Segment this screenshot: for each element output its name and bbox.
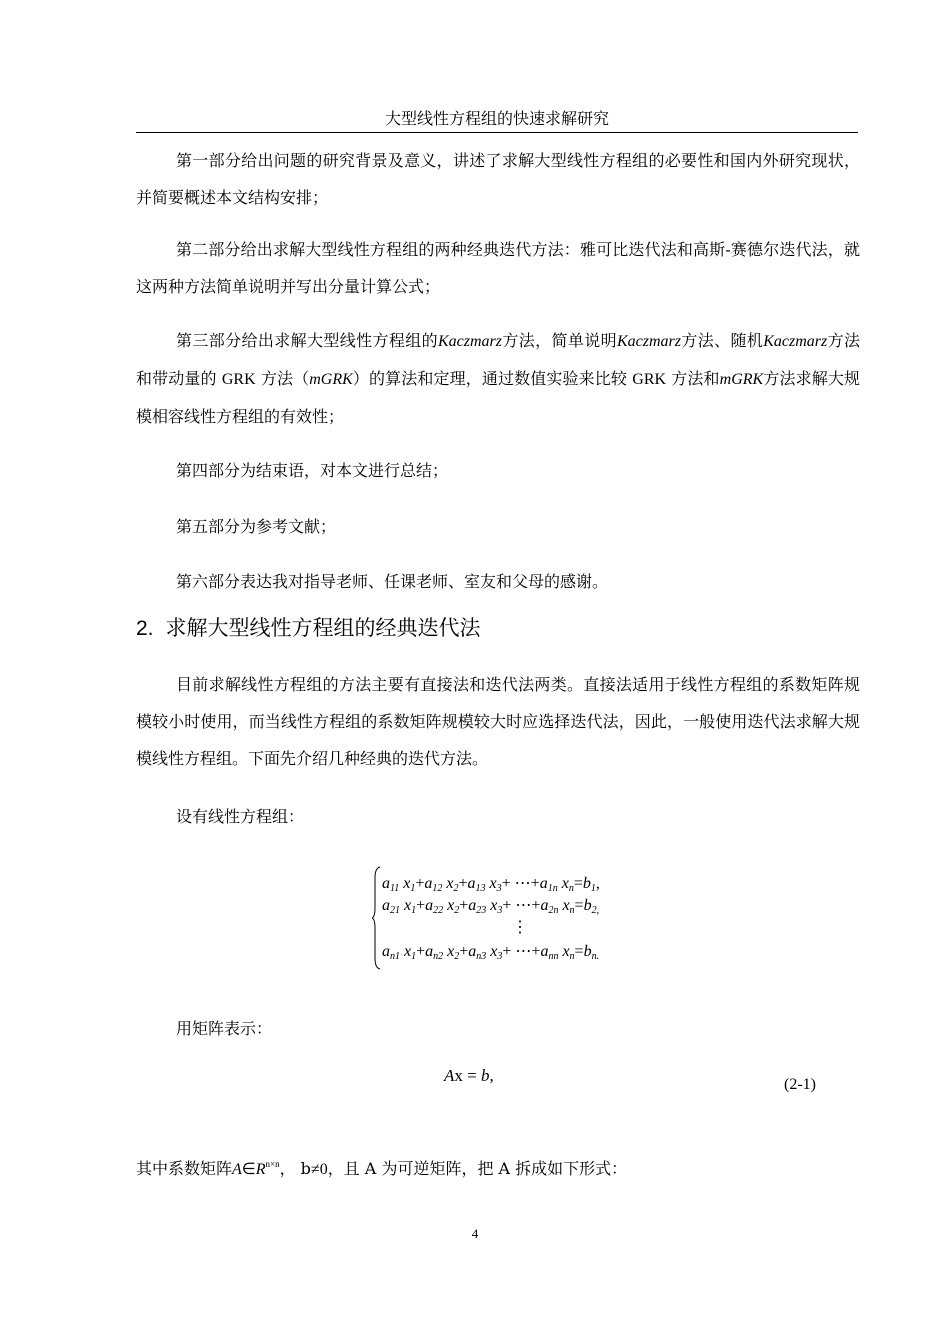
- page-number: 4: [471, 1226, 479, 1241]
- paragraph-part-one: 第一部分给出问题的研究背景及意义，讲述了求解大型线性方程组的必要性和国内外研究现状，并简要概述本文结构安排；: [136, 151, 860, 207]
- equation-row-n: $a_{n1}$ $x_1+a_{n2}$ $x_2+a_{n3}$ $x_3+$ $\cdots+a_{nn}$ $x_n=b_{n.}$: [382, 943, 600, 962]
- section-heading: [136, 612, 481, 645]
- paragraph-part-six: 第六部分表达我对指导老师、任课老师、室友和父母的感谢。: [176, 572, 609, 591]
- vertical-ellipsis: ⋮: [512, 919, 528, 936]
- section-number: 2.: [136, 617, 154, 640]
- matrix-equation: Ax = b,: [444, 1066, 494, 1085]
- equation-row-2: $a_{21}$ $x_1+a_{22}$ $x_2+a_{23}$ $x_3+$ $\cdots+a_{2n}$ $x_n=b_{2,}$: [382, 897, 600, 916]
- running-header: 大型线性方程组的快速求解研究: [384, 109, 609, 128]
- equation-row-1: $a_{11}$ $x_1+a_{12}$ $x_2+a_{13}$ $x_3+$ $\cdots+a_{1n}$ $x_n=b_1$,: [382, 875, 600, 894]
- matrix-form-intro: 用矩阵表示：: [176, 1019, 273, 1038]
- paragraph-part-three: 第三部分给出求解大型线性方程组的Kaczmarz方法，简单说明Kaczmarz方法、随机Kaczmarz方法和带动量的 GRK 方法（mGRK）的算法和定理，通过数值实验来比较 GRK 方法和mGRK方法求解大规模相容线性方程组的有效性；: [136, 331, 860, 426]
- equation-number: (2-1): [784, 1076, 816, 1093]
- linear-system-equations: [372, 862, 692, 974]
- matrix-conditions-text: 其中系数矩阵$A\in R^{n\times n}$， b≠0，且 A 为可逆矩阵，把 A 拆成如下形式：: [136, 1159, 628, 1178]
- system-intro-text: 设有线性方程组：: [176, 807, 305, 826]
- section-title: 求解大型线性方程组的经典迭代法: [165, 616, 481, 640]
- left-brace: [372, 866, 382, 970]
- section-intro-paragraph: 目前求解线性方程组的方法主要有直接法和迭代法两类。直接法适用于线性方程组的系数矩阵规模较小时使用，而当线性方程组的系数矩阵规模较大时应选择迭代法，因此，一般使用迭代法求解大规模线性方程组。下面先介绍几种经典的迭代方法。: [136, 675, 860, 768]
- paragraph-part-two: 第二部分给出求解大型线性方程组的两种经典迭代方法：雅可比迭代法和高斯-赛德尔迭代法，就这两种方法简单说明并写出分量计算公式；: [136, 240, 860, 296]
- paragraph-part-four: 第四部分为结束语，对本文进行总结；: [176, 461, 449, 480]
- header-rule: [136, 132, 858, 133]
- paragraph-part-five: 第五部分为参考文献；: [176, 517, 337, 536]
